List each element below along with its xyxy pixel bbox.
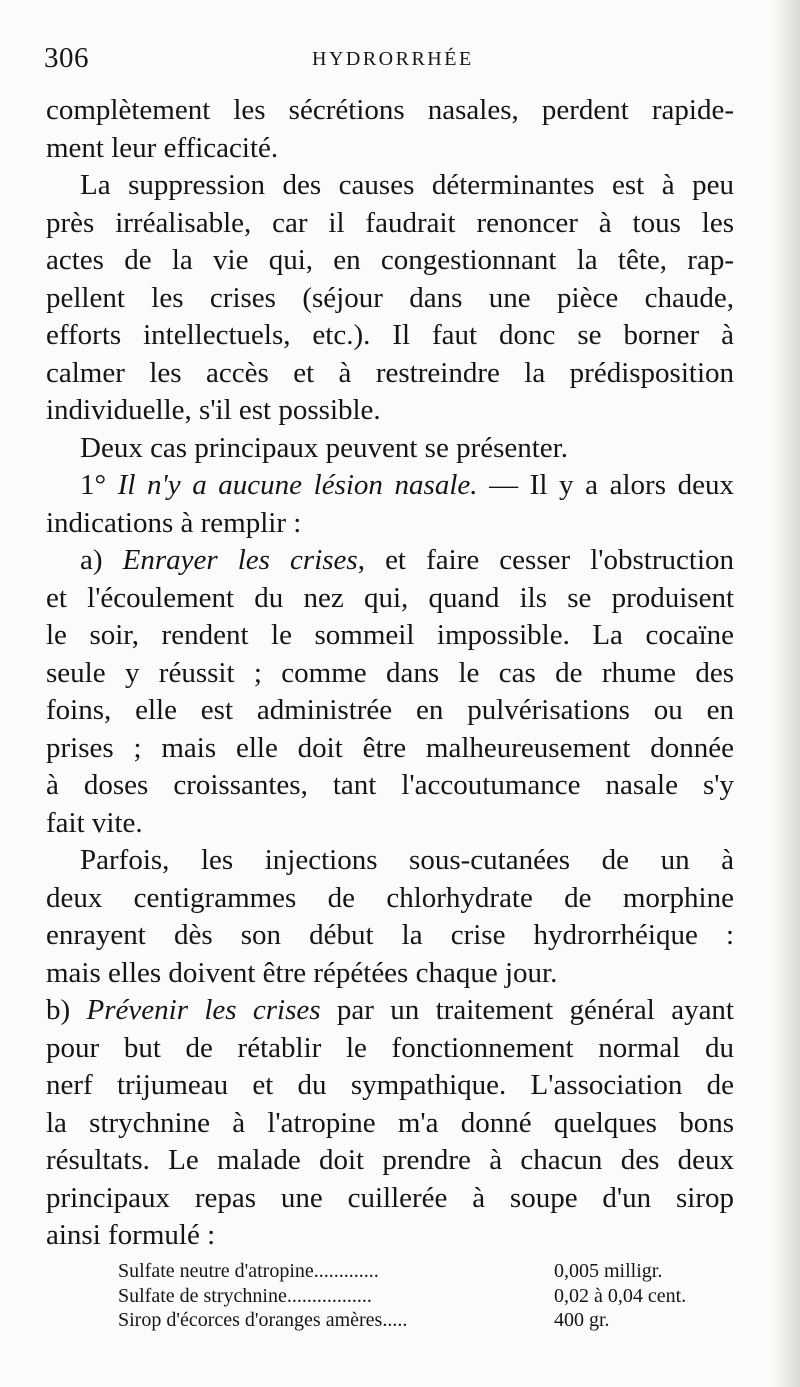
text-line: nerf trijumeau et du sympathique. L'association de: [46, 1069, 734, 1101]
prescription-row: [118, 1284, 718, 1309]
text-line: seule y réussit ; comme dans le cas de rhume des: [46, 656, 734, 689]
text-line: à doses croissantes, tant l'accoutumance nasale s'y: [46, 769, 734, 801]
text-line: pour but de rétablir le fonctionnement normal du: [46, 1031, 734, 1064]
page-header: [44, 42, 734, 78]
ingredient: Sirop d'écorces d'oranges amères.....: [118, 1309, 408, 1331]
page-edge-shadow: [774, 0, 800, 1387]
text-line: la strychnine à l'atropine m'a donné quelques bons: [46, 1106, 734, 1139]
text-line: [46, 467, 734, 505]
text-line: le soir, rendent le sommeil impossible. La cocaïne: [46, 619, 734, 651]
text-fragment: par un traitement général ayant: [320, 994, 734, 1026]
dose: 0,005 milligr.: [554, 1260, 663, 1282]
dose: 400 gr.: [554, 1309, 610, 1331]
text-line: prises ; mais elle doit être malheureusement donnée: [46, 731, 734, 764]
page-number: 306: [44, 42, 89, 74]
text-line: mais elles doivent être répétées chaque jour.: [46, 956, 558, 989]
prescription-row: [118, 1259, 718, 1284]
text-line: individuelle, s'il est possible.: [46, 394, 381, 426]
text-line: actes de la vie qui, en congestionnant la tête, rap-: [46, 244, 734, 276]
text-line: Deux cas principaux peuvent se présenter.: [80, 431, 568, 464]
text-line: et l'écoulement du nez qui, quand ils se produisent: [46, 581, 734, 614]
prescription-row: [118, 1308, 718, 1333]
text-line: Parfois, les injections sous-cutanées de un à: [80, 844, 734, 876]
text-line: fait vite.: [46, 806, 143, 839]
text-line: foins, elle est administrée en pulvérisations ou en: [46, 694, 734, 726]
text-line: enrayent dès son début la crise hydrorrhéique :: [46, 919, 734, 951]
running-title: HYDRORRHÉE: [312, 48, 474, 70]
text-line: ment leur efficacité.: [46, 131, 279, 164]
section-number: 1°: [80, 469, 118, 501]
text-line: indications à remplir :: [46, 506, 302, 539]
text-line: ainsi formulé :: [46, 1219, 216, 1251]
text-line: complètement les sécrétions nasales, perdent rapide-: [46, 94, 734, 126]
item-marker: a): [80, 544, 123, 576]
ingredient: Sulfate neutre d'atropine.............: [118, 1260, 379, 1282]
text-line: La suppression des causes déterminantes est à peu: [80, 169, 734, 201]
text-line: efforts intellectuels, etc.). Il faut donc se borner à: [46, 319, 734, 351]
text-line: principaux repas une cuillerée à soupe d'un sirop: [46, 1181, 734, 1214]
item-heading: Prévenir les crises: [86, 994, 321, 1026]
text-line: deux centigrammes de chlorhydrate de morphine: [46, 881, 734, 914]
body-text: [46, 92, 734, 1255]
text-line: près irréalisable, car il faudrait renoncer à tous les: [46, 206, 734, 239]
text-line: [46, 542, 734, 580]
item-marker: b): [46, 994, 87, 1026]
text-line: pellent les crises (séjour dans une pièce chaude,: [46, 281, 734, 314]
text-line: calmer les accès et à restreindre la prédisposition: [46, 356, 734, 389]
ingredient: Sulfate de strychnine.................: [118, 1284, 372, 1307]
text-fragment: , et faire cesser l'obstruction: [357, 544, 734, 576]
section-heading: Il n'y a aucune lésion nasale.: [117, 469, 478, 501]
text-fragment: — Il y a alors deux: [477, 469, 734, 501]
text-line: [46, 992, 734, 1030]
item-heading: Enrayer les crises: [122, 544, 358, 576]
dose: 0,02 à 0,04 cent.: [554, 1284, 687, 1307]
text-line: résultats. Le malade doit prendre à chacun des deux: [46, 1144, 734, 1176]
prescription-list: [118, 1259, 718, 1333]
